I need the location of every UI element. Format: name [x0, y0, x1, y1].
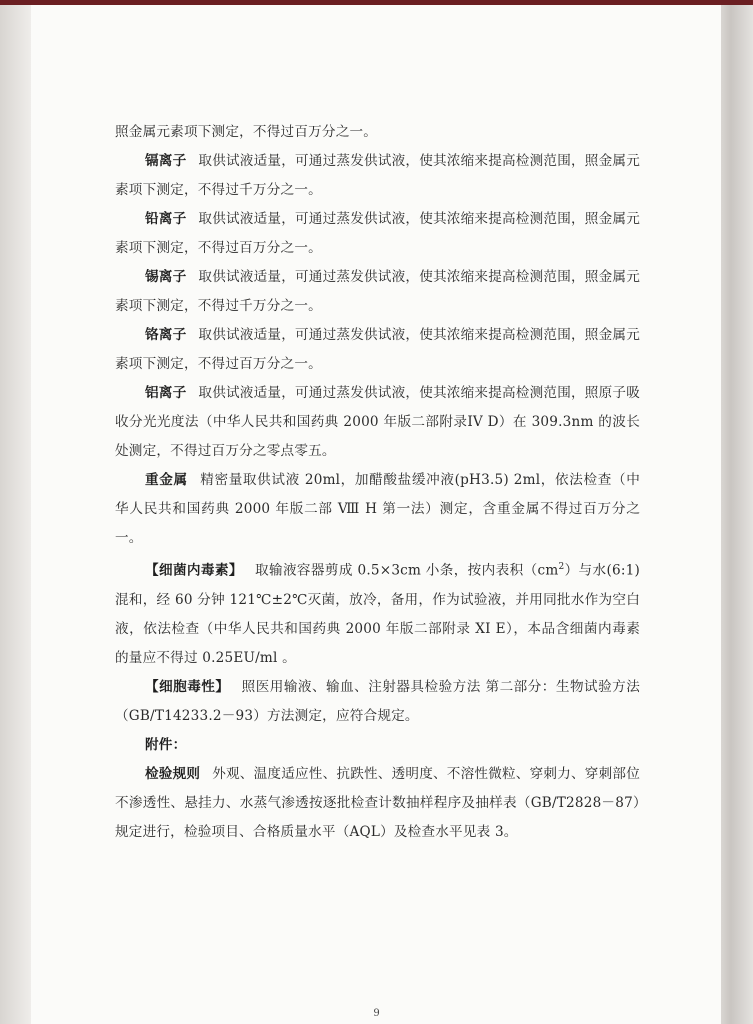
paragraph-cadmium	[115, 147, 640, 205]
paragraph-text: 取供试液适量，可通过蒸发供试液，使其浓缩来提高检测范围，照金属元素项下测定，不得过千万分之一。	[115, 269, 640, 314]
paragraph-inspection-rules	[115, 760, 640, 847]
page-right-shadow	[721, 5, 753, 1024]
paragraph-text: 取供试液适量，可通过蒸发供试液，使其浓缩来提高检测范围，照金属元素项下测定，不得过千万分之一。	[115, 153, 640, 198]
paragraph-text: 取输液容器剪成 0.5×3cm 小条，按内表积（cm	[254, 562, 559, 579]
document-body	[115, 118, 640, 847]
paragraph-heavy-metals	[115, 466, 640, 553]
paragraph-endotoxin	[115, 553, 640, 673]
paragraph-appendix	[115, 731, 640, 760]
term-label: 铅离子	[145, 211, 187, 227]
paragraph-text: 照医用输液、输血、注射器具检验方法 第二部分：生物试验方法（GB/T14233.2－93）方法测定，应符合规定。	[115, 678, 640, 724]
term-label: 锡离子	[145, 269, 187, 285]
paragraph-text: 取供试液适量，可通过蒸发供试液，使其浓缩来提高检测范围，照原子吸收分光光度法（中华人民共和国药典 2000 年版二部附录IV D）在 309.3nm 的波长处测定，不得过百万分之零点零五。	[115, 385, 640, 459]
section-heading: 【细菌内毒素】	[145, 562, 243, 579]
term-label: 铬离子	[145, 327, 187, 343]
paragraph-tin	[115, 263, 640, 321]
section-heading: 【细胞毒性】	[145, 678, 230, 695]
paragraph-text: 照金属元素项下测定，不得过百万分之一。	[115, 124, 378, 140]
paragraph-text: 外观、温度适应性、抗跌性、透明度、不溶性微粒、穿刺力、穿刺部位不渗透性、悬挂力、水蒸气渗透按逐批检查计数抽样程序及抽样表（GB/T2828－87）规定进行，检验项目、合格质量水平（AQL）及检查水平见表 3。	[115, 765, 640, 840]
appendix-heading: 附件：	[145, 736, 187, 753]
term-label: 镉离子	[145, 153, 187, 169]
paragraph-lead	[115, 205, 640, 263]
paragraph-text: 取供试液适量，可通过蒸发供试液，使其浓缩来提高检测范围，照金属元素项下测定，不得过百万分之一。	[115, 211, 640, 256]
paragraph-continuation	[115, 118, 640, 147]
term-label: 重金属	[145, 472, 188, 488]
superscript: 2	[558, 562, 565, 572]
paragraph-chromium	[115, 321, 640, 379]
paragraph-text: 取供试液适量，可通过蒸发供试液，使其浓缩来提高检测范围，照金属元素项下测定，不得过百万分之一。	[115, 327, 640, 372]
paragraph-cytotoxicity	[115, 673, 640, 731]
term-label: 检验规则	[145, 765, 201, 782]
page-left-shadow	[0, 5, 31, 1024]
paragraph-text: ）与水(6:1)混和，经 60 分钟 121℃±2℃灭菌，放冷，备用，作为试验液，并用同批水作为空白液，依法检查（中华人民共和国药典 2000 年版二部附录 XI E），本品含细菌内毒素的量应不得过 0.25EU/ml 。	[115, 562, 640, 666]
page-number: 9	[373, 1008, 380, 1019]
term-label: 铝离子	[145, 385, 187, 401]
paragraph-aluminium	[115, 379, 640, 466]
paragraph-text: 精密量取供试液 20ml，加醋酸盐缓冲液(pH3.5) 2ml，依法检查（中华人民共和国药典 2000 年版二部 Ⅷ H 第一法）测定，含重金属不得过百万分之一。	[115, 472, 640, 546]
